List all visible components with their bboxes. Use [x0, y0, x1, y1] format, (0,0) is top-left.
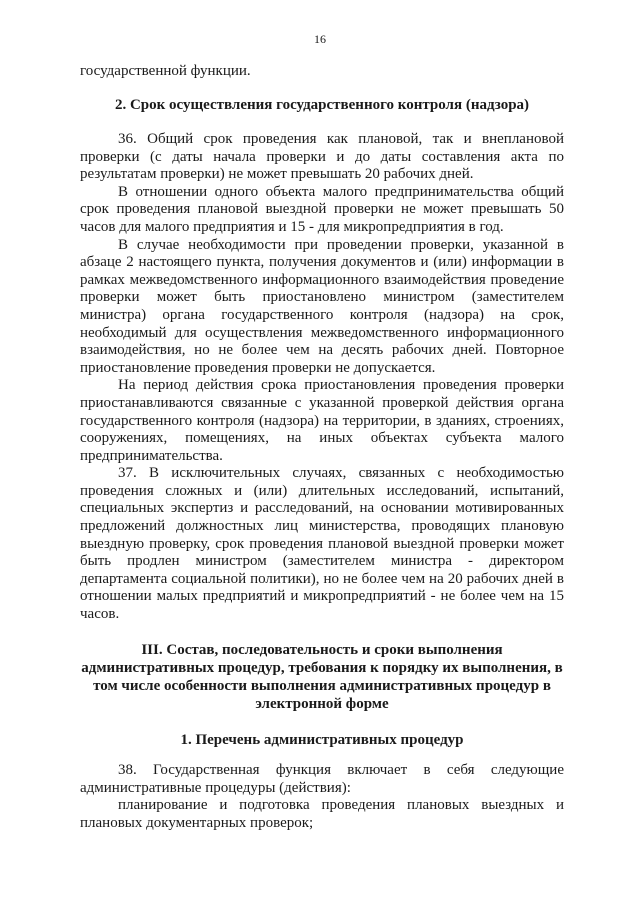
subsection-body: [80, 762, 564, 832]
paragraph: На период действия срока приостановления проведения проверки приостанавливаются связанные с указанной проверкой действия органа государственного контроля (надзора) на территории, в зданиях, строениях, сооружениях, помещениях, на иных объектах субъекта малого предпринимательства.: [80, 377, 564, 464]
paragraph: 37. В исключительных случаях, связанных с необходимостью проведения сложных и (или) длительных исследований, испытаний, специальных экспертиз и расследований, на основании мотивированных предложений должностных лиц министерства, проводящих плановую выездную проверку, срок проведения плановой выездной проверки может быть продлен министром (заместителем министра - директором департамента социальной политики), но не более чем на 20 рабочих дней в отношении малых предприятий и микропредприятий - не более чем на 15 часов.: [80, 465, 564, 623]
part-heading: III. Состав, последовательность и сроки выполнения административных процедур, требования к порядку их выполнения, в том числе особенности выполнения административных процедур в электронной форме: [81, 642, 563, 712]
paragraph: В отношении одного объекта малого предпринимательства общий срок проведения плановой выездной проверки не может превышать 50 часов для малого предприятия и 15 - для микропредприятия в год.: [80, 183, 564, 235]
continued-text: государственной функции.: [80, 63, 251, 79]
page-number: 16: [314, 32, 326, 46]
paragraph: 38. Государственная функция включает в себя следующие административные процедуры (действия):: [80, 762, 564, 796]
paragraph: 36. Общий срок проведения как плановой, так и внеплановой проверки (с даты начала проверки и до даты составления акта по результатам проверки) не может превышать 20 рабочих дней.: [80, 131, 564, 183]
section-heading: 2. Срок осуществления государственного контроля (надзора): [114, 97, 530, 113]
paragraph: планирование и подготовка проведения плановых выездных и плановых документарных проверок;: [80, 797, 564, 831]
paragraph: В случае необходимости при проведении проверки, указанной в абзаце 2 настоящего пункта, получения документов и (или) информации в рамках межведомственного информационного взаимодействия проведение проверки может быть приостановлено министром (заместителем министра) органа государственного контроля (надзора) на срок, необходимый для осуществления межведомственного информационного взаимодействия, но не более чем на десять рабочих дней. Повторное приостановление проведения проверки не допускается.: [80, 236, 564, 376]
subsection-heading: 1. Перечень административных процедур: [180, 732, 464, 748]
section-body: [80, 131, 564, 624]
